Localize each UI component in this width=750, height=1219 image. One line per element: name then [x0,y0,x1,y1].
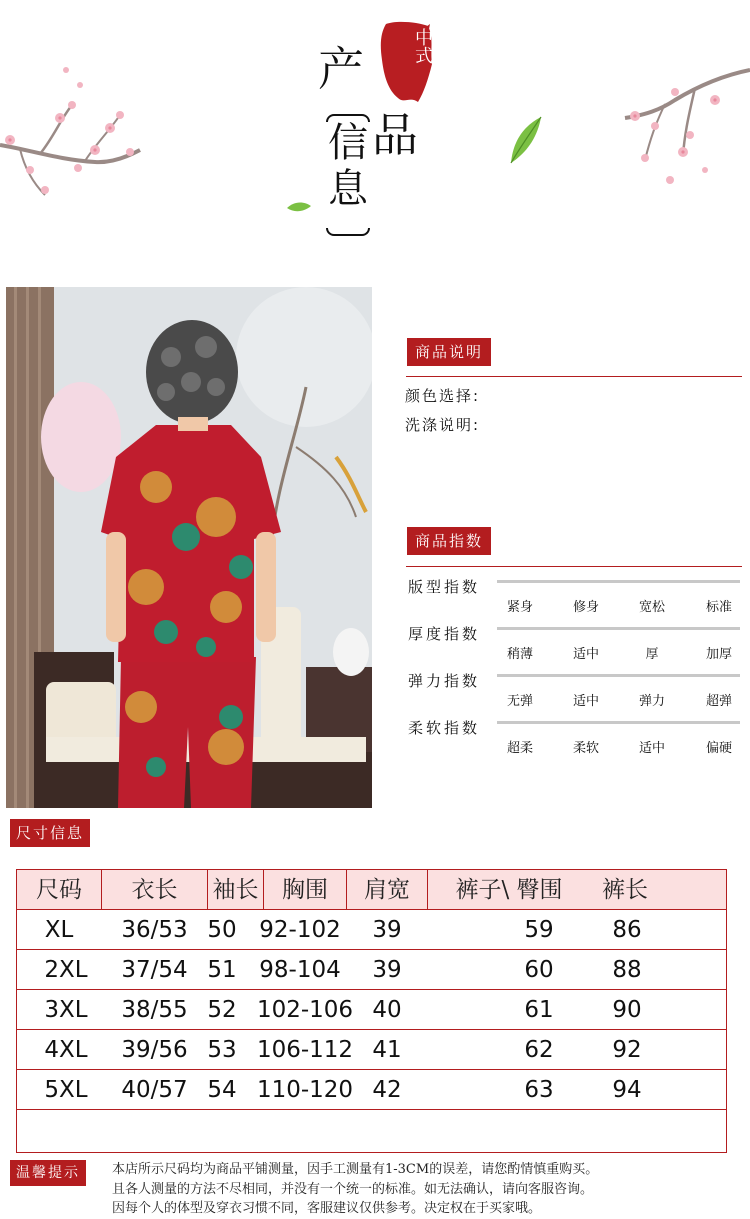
bust-cell: 106-112 [256,1037,354,1063]
color-selection-label: 颜色选择: [405,387,481,405]
tip-line: 因每个人的体型及穿衣习惯不同，客服建议仅供参考。决定权在于买家哦。 [112,1201,542,1216]
header-cell: 衣长 [131,877,178,903]
hip-cell: 62 [524,1037,554,1063]
index-label: 弹力指数 [408,672,481,690]
product-description-tag: 商品说明 [407,338,491,366]
header-cell: 袖长 [212,877,259,903]
table-row [17,1030,726,1070]
table-row [17,910,726,950]
title-char-chan: 产 [318,42,364,96]
page-header [0,0,750,270]
sleeve-cell: 52 [207,997,237,1023]
index-label: 版型指数 [408,578,481,596]
index-option: 弹力 [638,694,665,709]
bust-cell: 110-120 [256,1077,354,1103]
index-label: 柔软指数 [408,719,481,737]
size-table-header [17,870,726,910]
divider [406,376,742,377]
product-photo [6,287,372,808]
size-info-tag: 尺寸信息 [10,819,90,847]
index-option: 宽松 [638,600,665,615]
length-cell: 38/55 [121,997,188,1023]
shoulder-cell: 41 [372,1037,402,1063]
pants-length-cell: 88 [612,957,642,983]
header-cell: 裤子\ 臀围 [455,877,563,903]
small-leaf-icon [286,200,312,214]
tip-line: 本店所示尺码均为商品平铺测量，因手工测量有1-3CM的误差，请您酌情慎重购买。 [112,1162,599,1177]
size-cell: 2XL [44,957,88,983]
index-option: 适中 [572,647,599,662]
washing-instructions-label: 洗涤说明: [405,416,481,434]
pants-length-cell: 92 [612,1037,642,1063]
header-cell: 尺码 [36,877,82,903]
pants-length-cell: 90 [612,997,642,1023]
shoulder-cell: 39 [372,917,402,943]
green-leaf-icon [505,115,545,167]
plum-blossom-branch-left [0,50,150,200]
shoulder-cell: 42 [372,1077,402,1103]
shoulder-cell: 39 [372,957,402,983]
index-option: 标准 [705,600,732,615]
shoulder-cell: 40 [372,997,402,1023]
size-cell: XL [44,917,74,943]
product-index-tag: 商品指数 [407,527,491,555]
header-cell: 裤长 [602,877,648,903]
tips-tag: 温馨提示 [10,1160,86,1186]
sleeve-cell: 50 [207,917,237,943]
title-char-pin: 品 [372,108,418,162]
sleeve-cell: 54 [207,1077,237,1103]
index-option: 无弹 [506,694,533,709]
index-bar [497,674,740,677]
index-bar [497,627,740,630]
pants-length-cell: 86 [612,917,642,943]
length-cell: 37/54 [121,957,188,983]
sleeve-cell: 53 [207,1037,237,1063]
index-option: 柔软 [572,741,599,756]
tip-line: 且各人测量的方法不尽相同，并没有一个统一的标准。如无法确认，请向客服咨询。 [112,1182,594,1197]
index-bar [497,580,740,583]
index-option: 适中 [638,741,665,756]
index-option: 偏硬 [705,741,732,756]
size-cell: 5XL [44,1077,88,1103]
sleeve-cell: 51 [207,957,237,983]
bust-cell: 102-106 [256,997,354,1023]
size-table [16,869,727,1153]
length-cell: 36/53 [121,917,188,943]
title-subtitle: 信息 [328,120,368,212]
length-cell: 39/56 [121,1037,188,1063]
index-option: 稍薄 [506,647,533,662]
bust-cell: 98-104 [259,957,341,983]
bust-cell: 92-102 [259,917,341,943]
seal-text: 中式 [412,28,433,64]
hip-cell: 60 [524,957,554,983]
index-label: 厚度指数 [408,625,481,643]
index-option: 适中 [572,694,599,709]
hip-cell: 59 [524,917,554,943]
index-option: 紧身 [506,600,533,615]
index-option: 修身 [572,600,599,615]
index-option: 超柔 [506,741,533,756]
hip-cell: 63 [524,1077,554,1103]
pants-length-cell: 94 [612,1077,642,1103]
table-row [17,950,726,990]
header-cell: 胸围 [282,877,328,903]
size-cell: 4XL [44,1037,88,1063]
index-option: 加厚 [705,647,732,662]
header-cell: 肩宽 [364,877,410,903]
hip-cell: 61 [524,997,554,1023]
index-option: 超弹 [705,694,732,709]
title-brace-bottom [326,228,370,236]
index-option: 厚 [645,647,659,662]
length-cell: 40/57 [121,1077,188,1103]
table-row [17,990,726,1030]
index-bar [497,721,740,724]
size-cell: 3XL [44,997,88,1023]
table-row [17,1070,726,1110]
plum-blossom-branch-right [615,40,750,200]
divider [406,566,742,567]
